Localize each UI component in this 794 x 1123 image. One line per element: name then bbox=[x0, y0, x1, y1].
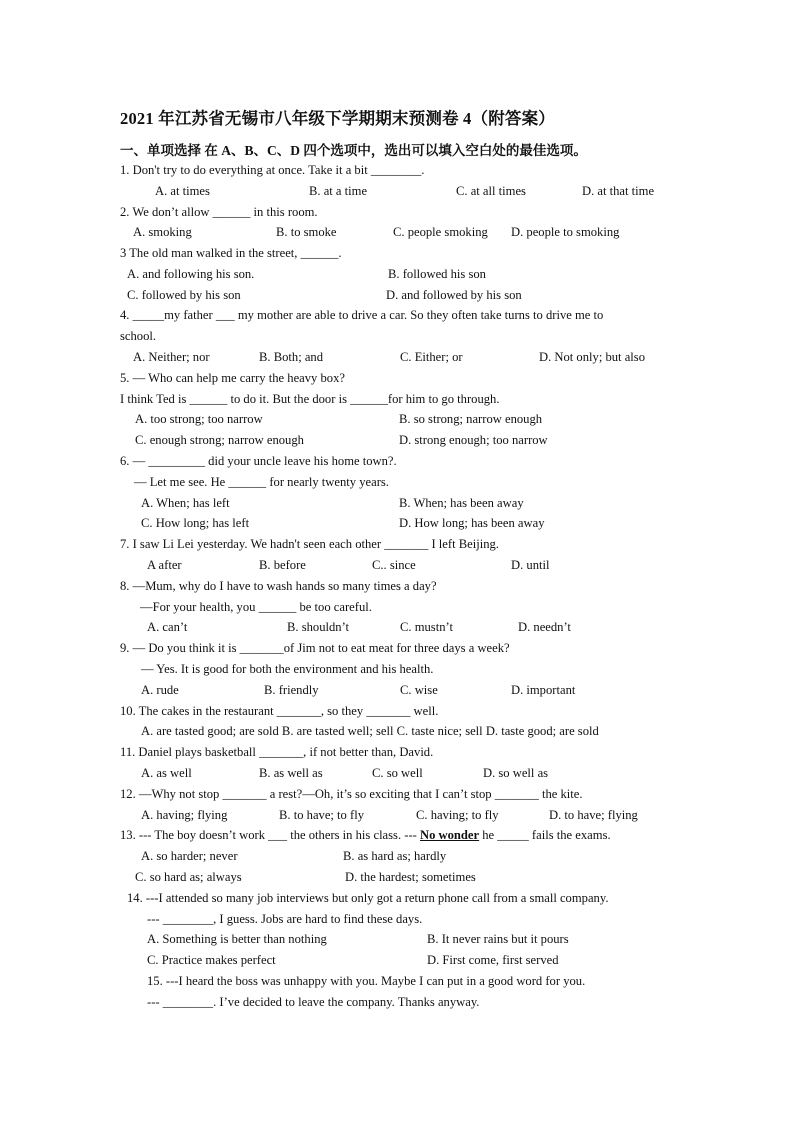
q14-option-b: B. It never rains but it pours bbox=[427, 932, 569, 946]
section-heading: 一、单项选择 在 A、B、C、D 四个选项中，选出可以填入空白处的最佳选项。 bbox=[120, 143, 587, 158]
q4-option-d: D. Not only; but also bbox=[539, 350, 645, 364]
page-title: 2021 年江苏省无锡市八年级下学期期末预测卷 4（附答案） bbox=[120, 109, 555, 128]
q8-option-c: C. mustn’t bbox=[400, 620, 453, 634]
q13-stem-after: he _____ fails the exams. bbox=[479, 828, 611, 842]
q9-option-a: A. rude bbox=[141, 683, 179, 697]
question-10-stem: 10. The cakes in the restaurant _______, so they _______ well. bbox=[120, 704, 439, 718]
question-6-stem: 6. — _________ did your uncle leave his home town?. bbox=[120, 454, 397, 468]
question-14-stem-cont: --- ________, I guess. Jobs are hard to find these days. bbox=[147, 912, 423, 926]
q11-option-d: D. so well as bbox=[483, 766, 549, 780]
q1-option-c: C. at all times bbox=[456, 184, 526, 198]
q1-option-d: D. at that time bbox=[582, 184, 655, 198]
question-4-stem-cont: school. bbox=[120, 329, 157, 343]
q2-option-a: A. smoking bbox=[133, 225, 192, 239]
q13-option-a: A. so harder; never bbox=[141, 849, 238, 863]
q7-option-c: C.. since bbox=[372, 558, 416, 572]
q8-option-a: A. can’t bbox=[147, 620, 188, 634]
q14-option-a: A. Something is better than nothing bbox=[147, 932, 327, 946]
question-6-stem-cont: — Let me see. He ______ for nearly twenty years. bbox=[134, 475, 389, 489]
question-14-stem: 14. ---I attended so many job interviews but only got a return phone call from a small company. bbox=[127, 891, 609, 905]
question-2-stem: 2. We don’t allow ______ in this room. bbox=[120, 205, 318, 219]
q5-option-b: B. so strong; narrow enough bbox=[399, 412, 543, 426]
q3-option-c: C. followed by his son bbox=[127, 288, 241, 302]
q11-option-c: C. so well bbox=[372, 766, 423, 780]
question-11-stem: 11. Daniel plays basketball _______, if not better than, David. bbox=[120, 745, 434, 759]
q5-option-a: A. too strong; too narrow bbox=[135, 412, 263, 426]
q4-option-b: B. Both; and bbox=[259, 350, 324, 364]
q13-option-d: D. the hardest; sometimes bbox=[345, 870, 476, 884]
question-3-stem: 3 The old man walked in the street, ______. bbox=[120, 246, 342, 260]
q14-option-c: C. Practice makes perfect bbox=[147, 953, 276, 967]
q9-option-c: C. wise bbox=[400, 683, 438, 697]
q7-option-a: A after bbox=[147, 558, 182, 572]
question-15-stem: 15. ---I heard the boss was unhappy with you. Maybe I can put in a good word for you. bbox=[147, 974, 586, 988]
q6-option-d: D. How long; has been away bbox=[399, 516, 545, 530]
question-5-stem-cont: I think Ted is ______ to do it. But the door is ______for him to go through. bbox=[120, 392, 500, 406]
q12-option-b: B. to have; to fly bbox=[279, 808, 364, 822]
q13-option-b: B. as hard as; hardly bbox=[343, 849, 447, 863]
q6-option-b: B. When; has been away bbox=[399, 496, 524, 510]
question-9-stem: 9. — Do you think it is _______of Jim not to eat meat for three days a week? bbox=[120, 641, 510, 655]
q8-option-d: D. needn’t bbox=[518, 620, 571, 634]
q4-option-c: C. Either; or bbox=[400, 350, 463, 364]
q13-emphasis: No wonder bbox=[419, 828, 480, 842]
question-4-stem: 4. _____my father ___ my mother are able to drive a car. So they often take turns to drive me to bbox=[120, 308, 604, 322]
question-9-stem-cont: — Yes. It is good for both the environment and his health. bbox=[141, 662, 434, 676]
q8-option-b: B. shouldn’t bbox=[287, 620, 350, 634]
q12-option-c: C. having; to fly bbox=[416, 808, 499, 822]
q2-option-b: B. to smoke bbox=[276, 225, 337, 239]
q2-option-c: C. people smoking bbox=[393, 225, 488, 239]
q14-option-d: D. First come, first served bbox=[427, 953, 559, 967]
question-8-stem: 8. —Mum, why do I have to wash hands so many times a day? bbox=[120, 579, 437, 593]
q9-option-d: D. important bbox=[511, 683, 576, 697]
q1-option-a: A. at times bbox=[155, 184, 210, 198]
question-7-stem: 7. I saw Li Lei yesterday. We hadn't seen each other _______ I left Beijing. bbox=[120, 537, 499, 551]
q13-option-c: C. so hard as; always bbox=[135, 870, 242, 884]
q6-option-c: C. How long; has left bbox=[141, 516, 250, 530]
question-12-stem: 12. —Why not stop _______ a rest?—Oh, it’s so exciting that I can’t stop _______ the kite. bbox=[120, 787, 583, 801]
q2-option-d: D. people to smoking bbox=[511, 225, 620, 239]
q7-option-d: D. until bbox=[511, 558, 550, 572]
q9-option-b: B. friendly bbox=[264, 683, 319, 697]
q6-option-a: A. When; has left bbox=[141, 496, 230, 510]
q1-option-b: B. at a time bbox=[309, 184, 368, 198]
question-5-stem: 5. — Who can help me carry the heavy box? bbox=[120, 371, 345, 385]
q11-option-b: B. as well as bbox=[259, 766, 323, 780]
q3-option-a: A. and following his son. bbox=[127, 267, 255, 281]
q3-option-d: D. and followed by his son bbox=[386, 288, 522, 302]
q11-option-a: A. as well bbox=[141, 766, 192, 780]
q4-option-a: A. Neither; nor bbox=[133, 350, 210, 364]
q7-option-b: B. before bbox=[259, 558, 306, 572]
question-1-stem: 1. Don't try to do everything at once. Take it a bit ________. bbox=[120, 163, 425, 177]
q13-stem-before: 13. --- The boy doesn’t work ___ the others in his class. --- bbox=[120, 828, 420, 842]
q5-option-d: D. strong enough; too narrow bbox=[399, 433, 548, 447]
question-8-stem-cont: —For your health, you ______ be too careful. bbox=[140, 600, 372, 614]
q3-option-b: B. followed his son bbox=[388, 267, 486, 281]
q5-option-c: C. enough strong; narrow enough bbox=[135, 433, 304, 447]
q12-option-d: D. to have; flying bbox=[549, 808, 638, 822]
q12-option-a: A. having; flying bbox=[141, 808, 228, 822]
question-15-stem-cont: --- ________. I’ve decided to leave the company. Thanks anyway. bbox=[147, 995, 480, 1009]
question-13-stem bbox=[120, 827, 611, 843]
q10-options: A. are tasted good; are sold B. are tasted well; sell C. taste nice; sell D. taste good; are sold bbox=[141, 724, 599, 738]
